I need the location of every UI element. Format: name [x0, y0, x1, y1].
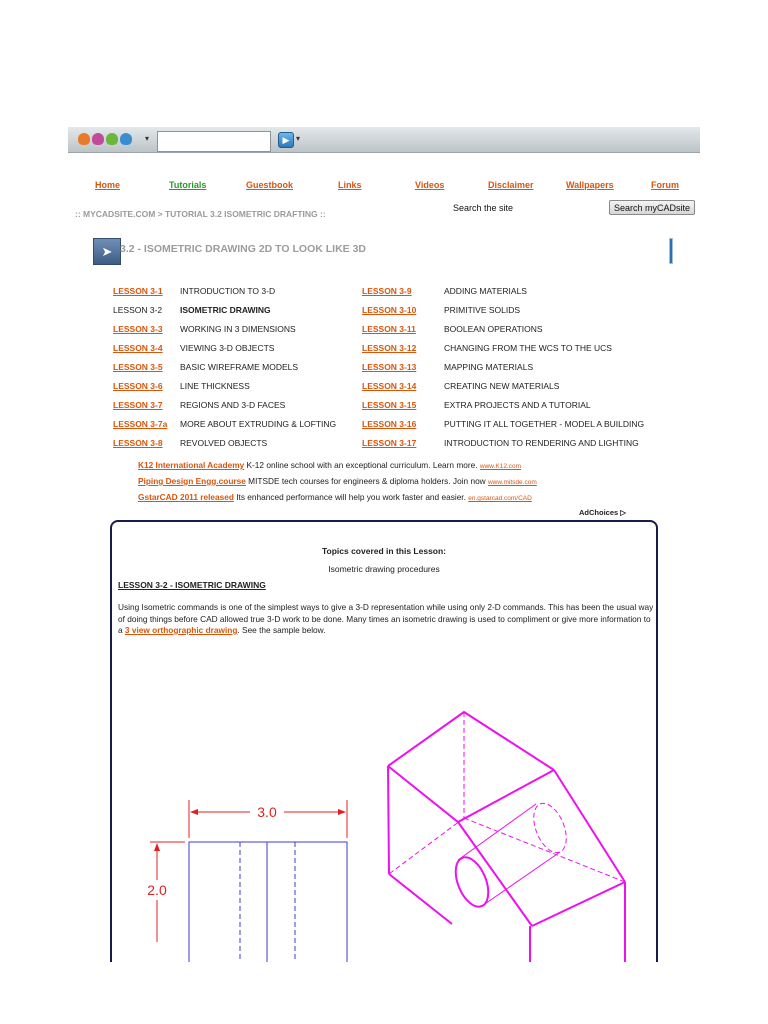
- nav-wallpapers[interactable]: Wallpapers: [566, 180, 614, 190]
- lesson-link-3-1[interactable]: LESSON 3-1: [113, 286, 163, 296]
- lesson-title: MAPPING MATERIALS: [444, 362, 534, 372]
- iso-hole-line: [458, 804, 536, 860]
- iso-top-back-edge: [388, 712, 554, 770]
- iso-top-front-edge: [388, 766, 554, 822]
- title-band-end-marker: [669, 238, 673, 264]
- dim-arrow: [338, 809, 346, 815]
- lesson-link-3-14[interactable]: LESSON 3-14: [362, 381, 417, 391]
- lesson-title: CREATING NEW MATERIALS: [444, 381, 560, 391]
- lesson-title: BASIC WIREFRAME MODELS: [180, 362, 299, 372]
- ad-link-piping[interactable]: Piping Design Engg.course: [138, 476, 246, 486]
- orthographic-view: [147, 800, 347, 962]
- lesson-title: PUTTING IT ALL TOGETHER - MODEL A BUILDING: [444, 419, 645, 429]
- lesson-title: INTRODUCTION TO 3-D: [180, 286, 276, 296]
- nav-guestbook[interactable]: Guestbook: [246, 180, 294, 190]
- nav-videos[interactable]: Videos: [415, 180, 445, 190]
- lesson-link-3-13[interactable]: LESSON 3-13: [362, 362, 417, 372]
- ad-link-k12[interactable]: K12 International Academy: [138, 460, 245, 470]
- lesson-title: MORE ABOUT EXTRUDING & LOFTING: [180, 419, 337, 429]
- nav-forum[interactable]: Forum: [651, 180, 679, 190]
- search-site-button[interactable]: Search myCADsite: [609, 200, 695, 215]
- breadcrumb: :: MYCADSITE.COM > TUTORIAL 3.2 ISOMETRIC DRAFTING ::: [75, 209, 326, 219]
- iso-bottom-front-edge: [532, 882, 625, 926]
- paragraph-text: Using Isometric commands is one of the simplest ways to give a 3-D representation while using only 2-D commands. This has been the usual way of doing things before CAD allowed true 3-D work to be done. Many times an isometric drawing is used to compliment or give more information to a: [118, 602, 654, 635]
- lesson-link-3-8[interactable]: LESSON 3-8: [113, 438, 163, 448]
- lesson-link-3-11[interactable]: LESSON 3-11: [362, 324, 416, 334]
- iso-hole-line: [482, 852, 560, 906]
- toolbar-menu-caret-icon[interactable]: ▾: [145, 134, 150, 143]
- section-heading: LESSON 3-2 - ISOMETRIC DRAWING: [118, 580, 266, 590]
- nav-links[interactable]: Links: [338, 180, 362, 190]
- toolbar-logo-blue-icon[interactable]: [120, 133, 132, 145]
- dim-arrow: [190, 809, 198, 815]
- ad-url-k12[interactable]: www.K12.com: [479, 463, 522, 470]
- lesson-link-3-15[interactable]: LESSON 3-15: [362, 400, 417, 410]
- iso-hidden-edge: [464, 818, 625, 882]
- lesson-link-3-16[interactable]: LESSON 3-16: [362, 419, 417, 429]
- lesson-title: VIEWING 3-D OBJECTS: [180, 343, 275, 353]
- lesson-link-3-10[interactable]: LESSON 3-10: [362, 305, 417, 315]
- iso-bottom-edge: [389, 874, 452, 924]
- toolbar-logo-purple-icon[interactable]: [92, 133, 104, 145]
- ortho-outline: [189, 842, 347, 962]
- lesson-link-3-12[interactable]: LESSON 3-12: [362, 343, 417, 353]
- isometric-view: [388, 712, 625, 962]
- ad-row: [138, 492, 532, 502]
- nav-disclaimer[interactable]: Disclaimer: [488, 180, 534, 190]
- nav-home[interactable]: Home: [95, 180, 121, 190]
- dim-width-label: 3.0: [257, 804, 277, 820]
- lesson-title: EXTRA PROJECTS AND A TUTORIAL: [444, 400, 591, 410]
- lesson-title: BOOLEAN OPERATIONS: [444, 324, 543, 334]
- iso-slope-edge: [458, 822, 532, 926]
- play-arrow-icon[interactable]: ▶: [278, 132, 294, 148]
- nav-tutorials[interactable]: Tutorials: [169, 180, 207, 190]
- toolbar-logo-orange-icon[interactable]: [78, 133, 90, 145]
- isometric-sample-drawing: [112, 522, 656, 962]
- lesson-title: REGIONS AND 3-D FACES: [180, 400, 286, 410]
- iso-hidden-edge: [389, 818, 464, 874]
- lesson-title: INTRODUCTION TO RENDERING AND LIGHTING: [444, 438, 639, 448]
- page-title: 3.2 - ISOMETRIC DRAWING 2D TO LOOK LIKE 3D: [120, 243, 366, 255]
- lesson-title: CHANGING FROM THE WCS TO THE UCS: [444, 343, 612, 353]
- orthographic-drawing-link[interactable]: 3 view orthographic drawing: [124, 625, 238, 635]
- lesson-link-3-6[interactable]: LESSON 3-6: [113, 381, 163, 391]
- toolbar-logo-green-icon[interactable]: [106, 133, 118, 145]
- lesson-arrow-icon: ➤: [93, 238, 121, 265]
- ad-url-mitsde[interactable]: www.mitsde.com: [487, 479, 537, 486]
- ad-link-gstarcad[interactable]: GstarCAD 2011 released: [138, 492, 234, 502]
- ad-row: [138, 476, 537, 486]
- lesson-link-3-17[interactable]: LESSON 3-17: [362, 438, 417, 448]
- adchoices-link[interactable]: AdChoices ▷: [579, 508, 627, 517]
- lesson-title: ADDING MATERIALS: [444, 286, 527, 296]
- lesson-title: REVOLVED OBJECTS: [180, 438, 268, 448]
- lesson-title: PRIMITIVE SOLIDS: [444, 305, 521, 315]
- ad-url-gstarcad[interactable]: en.gstarcad.com/CAD: [468, 495, 532, 502]
- ad-text: K-12 online school with an exceptional curriculum. Learn more.: [244, 460, 480, 470]
- toolbar-divider: [270, 131, 271, 148]
- lesson-link-3-5[interactable]: LESSON 3-5: [113, 362, 163, 372]
- iso-left-edge: [388, 766, 389, 874]
- lesson-link-3-7[interactable]: LESSON 3-7: [113, 400, 163, 410]
- lesson-link-3-3[interactable]: LESSON 3-3: [113, 324, 163, 334]
- lesson-current-3-2: LESSON 3-2: [113, 305, 163, 315]
- topics-item: Isometric drawing procedures: [328, 564, 440, 574]
- ad-text: MITSDE tech courses for engineers & diploma holders. Join now: [245, 476, 488, 486]
- iso-hole-back: [527, 799, 572, 858]
- paragraph-text: . See the sample below.: [237, 625, 326, 635]
- topics-heading: Topics covered in this Lesson:: [321, 546, 447, 556]
- ad-text: Its enhanced performance will help you work faster and easier.: [233, 492, 469, 502]
- search-site-label: Search the site: [453, 203, 514, 213]
- lesson-title: ISOMETRIC DRAWING: [180, 305, 271, 315]
- lesson-title: WORKING IN 3 DIMENSIONS: [180, 324, 296, 334]
- dim-height-label: 2.0: [147, 882, 167, 898]
- iso-hole-front: [449, 853, 494, 912]
- lesson-link-3-4[interactable]: LESSON 3-4: [113, 343, 163, 353]
- ad-row: [138, 460, 521, 470]
- toolbar-go-caret-icon[interactable]: ▾: [296, 134, 301, 143]
- toolbar-search-input[interactable]: [157, 131, 271, 152]
- dim-arrow: [154, 843, 160, 851]
- lesson-title: LINE THICKNESS: [180, 381, 250, 391]
- lesson-link-3-9[interactable]: LESSON 3-9: [362, 286, 412, 296]
- lesson-link-3-7a[interactable]: LESSON 3-7a: [113, 419, 168, 429]
- lesson-content-box: [110, 520, 658, 962]
